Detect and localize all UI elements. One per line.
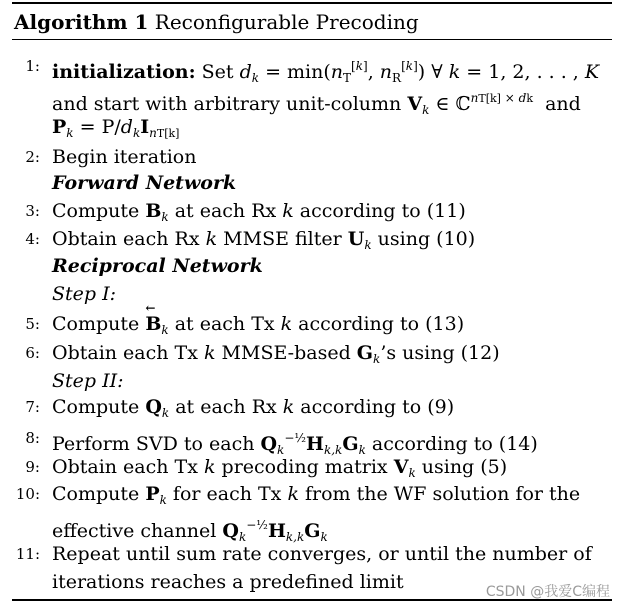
line-number: 9: — [25, 458, 40, 476]
line-text: Obtain each Rx k MMSE filter $U_k$ using (10) — [52, 228, 476, 252]
line-number: 7: — [25, 398, 40, 416]
line-text: Compute $B_k$ at each Rx k according to (11) — [52, 200, 466, 224]
line-text: Begin iteration — [52, 146, 197, 168]
line-number: 10: — [15, 485, 40, 503]
line-number: 5: — [25, 315, 40, 333]
watermark: CSDN @我爱C编程 — [485, 584, 610, 600]
section-heading: Reciprocal Network — [52, 255, 263, 277]
line-text: Perform SVD to each $Q_k^{-\frac{1}{2}}H_{k,k}G_k$ according to (14) — [52, 431, 538, 457]
line-text: and start with arbitrary unit-column $V_k$ ∈ ℂ$^{nT[k] \times dk}$ and — [52, 91, 581, 117]
line-number: 3: — [25, 202, 40, 220]
title-rule — [12, 39, 612, 40]
line-number: 6: — [25, 344, 40, 362]
line-text: Obtain each Tx k MMSE-based $G_k’s$ using (12) — [52, 342, 500, 366]
algorithm-title — [14, 9, 419, 35]
line-text: iterations reaches a predefined limit — [52, 571, 404, 593]
line-text: Compute $P_k$ for each Tx k from the WF solution for the — [52, 483, 581, 507]
line-text: Obtain each Tx k precoding matrix $V_k$ using (5) — [52, 456, 508, 480]
line-text: $P_k = P/d_kI_{nT[k]}$ — [52, 116, 180, 140]
line-number: 11: — [15, 545, 40, 563]
line-number: 1: — [25, 57, 40, 75]
top-rule — [12, 2, 612, 4]
line-text: Repeat until sum rate converges, or until the number of — [52, 543, 592, 565]
step-heading: Step II: — [52, 370, 124, 392]
step-heading: Step I: — [52, 283, 117, 305]
line-number: 4: — [25, 230, 40, 248]
line-number: 2: — [25, 148, 40, 166]
line-text: Compute ← $B_k$ at each Tx k according to (13) — [52, 312, 464, 342]
algorithm-label: Algorithm 1 — [14, 10, 149, 34]
line-text: Compute $Q_k$ at each Rx k according to (9) — [52, 396, 455, 420]
line-text: effective channel $Q_k^{-\frac{1}{2}}H_{k,k}G_k$ — [52, 518, 328, 544]
section-heading: Forward Network — [52, 172, 237, 194]
algorithm-name: Reconfigurable Precoding — [154, 10, 419, 34]
line-text: initialization: Set $d_k = \min(n_T[k]$, $n_R[k]$) ∀ k = 1, 2, . . . , K — [52, 59, 600, 85]
line-number: 8: — [25, 429, 40, 447]
